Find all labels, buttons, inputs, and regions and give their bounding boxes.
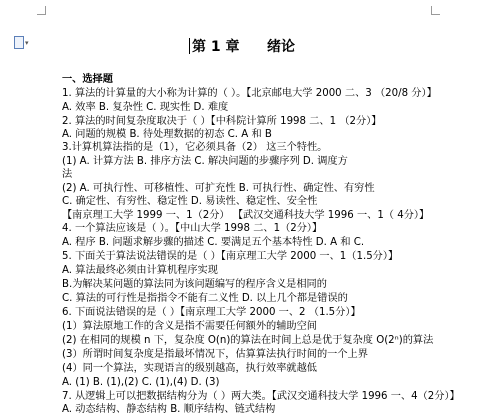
question-line: 4. 一个算法应该是（ ）。【中山大学 1998 二、1（2分）】 (62, 223, 323, 234)
chapter-title (0, 36, 490, 56)
page-corner-mark-left-h (37, 14, 45, 15)
option-line: A. 程序 B. 问题求解步骤的描述 C. 要满足五个基本特性 D. A 和 C. (62, 237, 365, 248)
option-line: A. 问题的规模 B. 待处理数据的初态 C. A 和 B (62, 129, 272, 140)
section-heading: 一、选择题 (62, 74, 113, 85)
option-line: (4）同一个算法，实现语言的级别越高，执行效率就越低 (62, 363, 317, 374)
chapter-name: 绪论 (267, 39, 295, 55)
chapter-number: 第 1 章 (192, 39, 240, 55)
option-line: (2) A. 可执行性、可移植性、可扩充性 B. 可执行性、确定性、有穷性 (62, 183, 375, 194)
option-line: (1）算法原地工作的含义是指不需要任何额外的辅助空间 (62, 321, 317, 332)
page-corner-mark-right-h (432, 14, 440, 15)
text-cursor (189, 38, 190, 54)
option-line: A. 动态结构、静态结构 B. 顺序结构、链式结构 (62, 404, 276, 415)
page-corner-mark-right-v (431, 6, 432, 15)
option-line: (2) 在相同的规模 n 下，复杂度 O(n)的算法在时间上总是优于复杂度 O(2ⁿ)的算法 (62, 335, 434, 346)
option-line: (3）所谓时间复杂度是指最坏情况下，估算算法执行时间的一个上界 (62, 349, 368, 360)
option-line: A. (1) B. (1),(2) C. (1),(4) D. (3) (62, 377, 220, 388)
question-line: 2. 算法的时间复杂度取决于（ ）【中科院计算所 1998 二、1 （2分）】 (62, 116, 382, 127)
question-line: 5. 下面关于算法说法错误的是（ ）【南京理工大学 2000 一、1（1.5分）】 (62, 251, 399, 262)
option-line: C. 确定性、有穷性、稳定性 D. 易读性、稳定性、安全性 (62, 196, 318, 207)
option-line: C. 算法的可行性是指指令不能有二义性 D. 以上几个都是错误的 (62, 293, 348, 304)
chevron-down-icon: ▾ (25, 39, 29, 47)
question-line: 7. 从逻辑上可以把数据结构分为（ ）两大类。【武汉交通科技大学 1996 一、4（2分）】 (62, 391, 460, 402)
page-corner-mark-left-v (45, 6, 46, 15)
option-line: (1) A. 计算方法 B. 排序方法 C. 解决问题的步骤序列 D. 调度方 (62, 156, 348, 167)
option-line: A. 算法最终必须由计算机程序实现 (62, 265, 218, 276)
option-line: B.为解决某问题的算法同为该问题编写的程序含义是相同的 (62, 279, 327, 290)
option-line: A. 效率 B. 复杂性 C. 现实性 D. 难度 (62, 102, 229, 113)
question-line: 3.计算机算法指的是（1），它必须具备（2） 这三个特性。 (62, 142, 328, 153)
option-line: 法 (62, 169, 73, 180)
question-line: 6. 下面说法错误的是（ ）【南京理工大学 2000 一、2 （1.5分）】 (62, 307, 361, 318)
question-line: 1. 算法的计算量的大小称为计算的（ ）。【北京邮电大学 2000 二、3 （20/8 分）】 (62, 88, 437, 99)
source-line: 【南京理工大学 1999 一、1（2分） 【武汉交通科技大学 1996 一、1（ 4分）】 (62, 210, 430, 221)
